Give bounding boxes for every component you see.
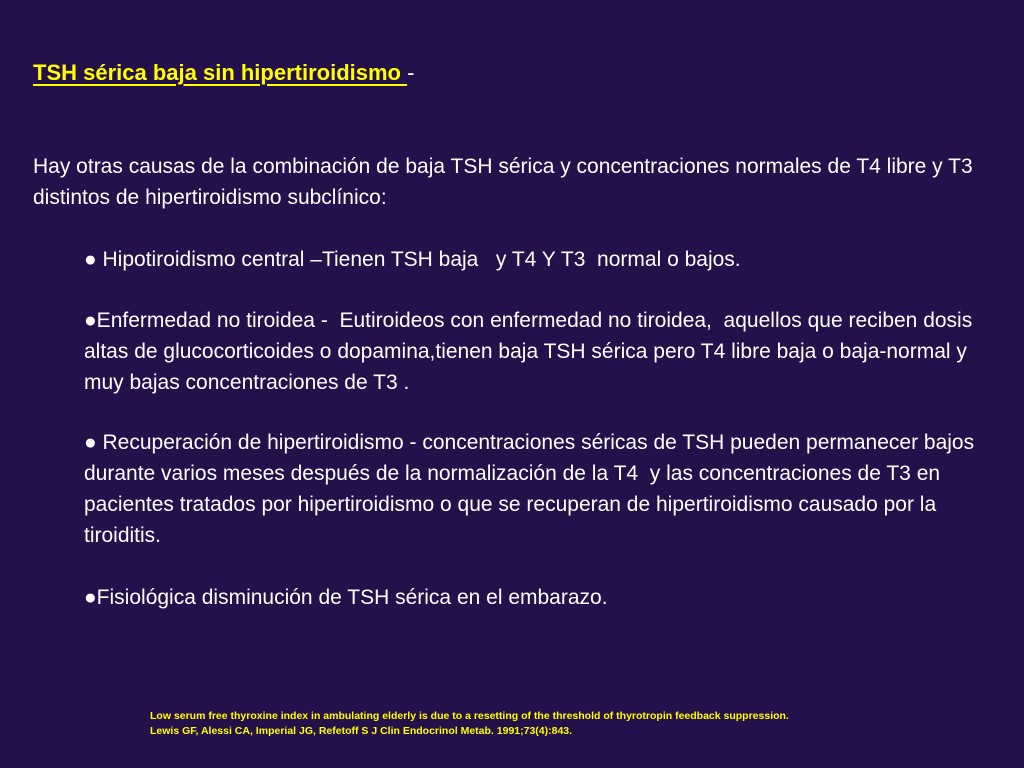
citation-authors: Lewis GF, Alessi CA, Imperial JG, Refetoff S J Clin Endocrinol Metab. 1991;73(4):843. [150,725,573,737]
bullet-pregnancy: ●Fisiológica disminución de TSH sérica en el embarazo. [84,586,608,609]
slide-title [33,58,414,88]
intro-paragraph: Hay otras causas de la combinación de baja TSH sérica y concentraciones normales de T4 libre y T3 distintos de hipertiroidismo subclínico: [33,155,973,209]
citation-title: Low serum free thyroxine index in ambulating elderly is due to a resetting of the threshold of thyrotropin feedback suppression. [150,710,789,722]
slide-title-text: TSH sérica baja sin hipertiroidismo [33,60,408,85]
bullet-nonthyroidal-illness: ●Enfermedad no tiroidea - Eutiroideos con enfermedad no tiroidea, aquellos que reciben dosis altas de glucocorticoides o dopamina,tienen baja TSH sérica pero T4 libre baja o baja-normal y muy bajas concentraciones de T3 . [84,309,979,394]
bullet-hyperthyroidism-recovery: ● Recuperación de hipertiroidismo - concentraciones séricas de TSH pueden permanecer bajos durante varios meses después de la normalización de la T4 y las concentraciones de T3 en pacientes tratados por hipertiroidismo o que se recuperan de hipertiroidismo causado por la tiroiditis. [84,431,980,547]
bullet-central-hypothyroidism: ● Hipotiroidismo central –Tienen TSH baja y T4 Y T3 normal o bajos. [84,248,741,271]
citation [150,709,789,739]
slide-title-suffix: - [407,60,415,85]
